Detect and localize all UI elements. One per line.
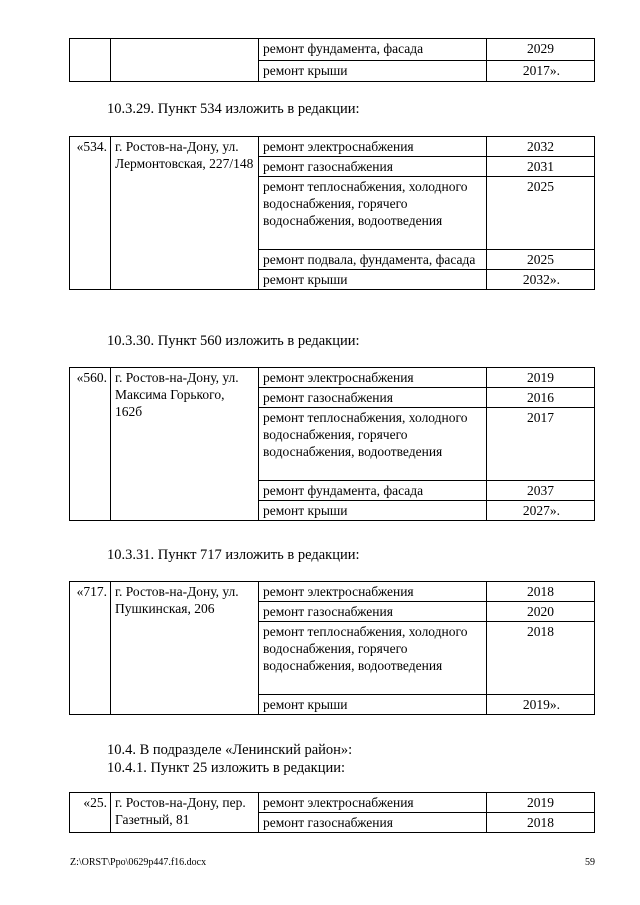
table-row [70,793,595,813]
work-cell: ремонт газоснабжения [259,157,487,177]
number-cell: «25. [70,793,111,833]
table-row [70,39,595,61]
work-cell: ремонт электроснабжения [259,793,487,813]
work-cell: ремонт электроснабжения [259,137,487,157]
address-cell: г. Ростов-на-Дону, ул. Пушкинская, 206 [111,582,259,715]
address-cell [111,39,259,82]
section-heading: 10.3.31. Пункт 717 изложить в редакции: [107,547,360,563]
work-cell: ремонт газоснабжения [259,813,487,833]
year-cell: 2025 [487,177,595,250]
year-cell: 2017». [487,60,595,82]
year-cell: 2032 [487,137,595,157]
subsection-item-heading: 10.4.1. Пункт 25 изложить в редакции: [107,760,346,776]
year-cell: 2025 [487,250,595,270]
year-cell: 2019 [487,368,595,388]
work-cell: ремонт электроснабжения [259,368,487,388]
table-item-560 [69,367,595,521]
address-cell: г. Ростов-на-Дону, ул. Максима Горького, 162б [111,368,259,521]
year-cell: 2027». [487,501,595,521]
table-row [70,368,595,388]
work-cell: ремонт крыши [259,270,487,290]
year-cell: 2019». [487,695,595,715]
work-cell: ремонт теплоснабжения, холодного водоснабжения, горячего водоснабжения, водоотведения [259,408,487,481]
year-cell: 2031 [487,157,595,177]
year-cell: 2017 [487,408,595,481]
work-cell: ремонт фундамента, фасада [259,481,487,501]
work-cell: ремонт газоснабжения [259,388,487,408]
year-cell: 2018 [487,582,595,602]
number-cell: «534. [70,137,111,290]
table-continuation [69,38,595,82]
number-cell [70,39,111,82]
work-cell: ремонт фундамента, фасада [259,39,487,61]
table-item-25 [69,792,595,833]
footer-page-number: 59 [585,857,595,868]
work-cell: ремонт подвала, фундамента, фасада [259,250,487,270]
year-cell: 2032». [487,270,595,290]
year-cell: 2016 [487,388,595,408]
work-cell: ремонт теплоснабжения, холодного водоснабжения, горячего водоснабжения, водоотведения [259,622,487,695]
year-cell: 2029 [487,39,595,61]
year-cell: 2019 [487,793,595,813]
table-row [70,137,595,157]
section-heading: 10.3.30. Пункт 560 изложить в редакции: [107,333,360,349]
table-item-534 [69,136,595,290]
address-cell: г. Ростов-на-Дону, пер. Газетный, 81 [111,793,259,833]
year-cell: 2020 [487,602,595,622]
subsection-heading: 10.4. В подразделе «Ленинский район»: [107,742,353,758]
year-cell: 2037 [487,481,595,501]
work-cell: ремонт крыши [259,60,487,82]
number-cell: «560. [70,368,111,521]
address-cell: г. Ростов-на-Дону, ул. Лермонтовская, 227/148 [111,137,259,290]
work-cell: ремонт крыши [259,695,487,715]
work-cell: ремонт крыши [259,501,487,521]
section-heading: 10.3.29. Пункт 534 изложить в редакции: [107,101,360,117]
table-row [70,582,595,602]
work-cell: ремонт газоснабжения [259,602,487,622]
footer-file-path: Z:\ORST\Ppo\0629p447.f16.docx [70,857,207,868]
work-cell: ремонт электроснабжения [259,582,487,602]
number-cell: «717. [70,582,111,715]
year-cell: 2018 [487,813,595,833]
table-item-717 [69,581,595,715]
work-cell: ремонт теплоснабжения, холодного водоснабжения, горячего водоснабжения, водоотведения [259,177,487,250]
year-cell: 2018 [487,622,595,695]
